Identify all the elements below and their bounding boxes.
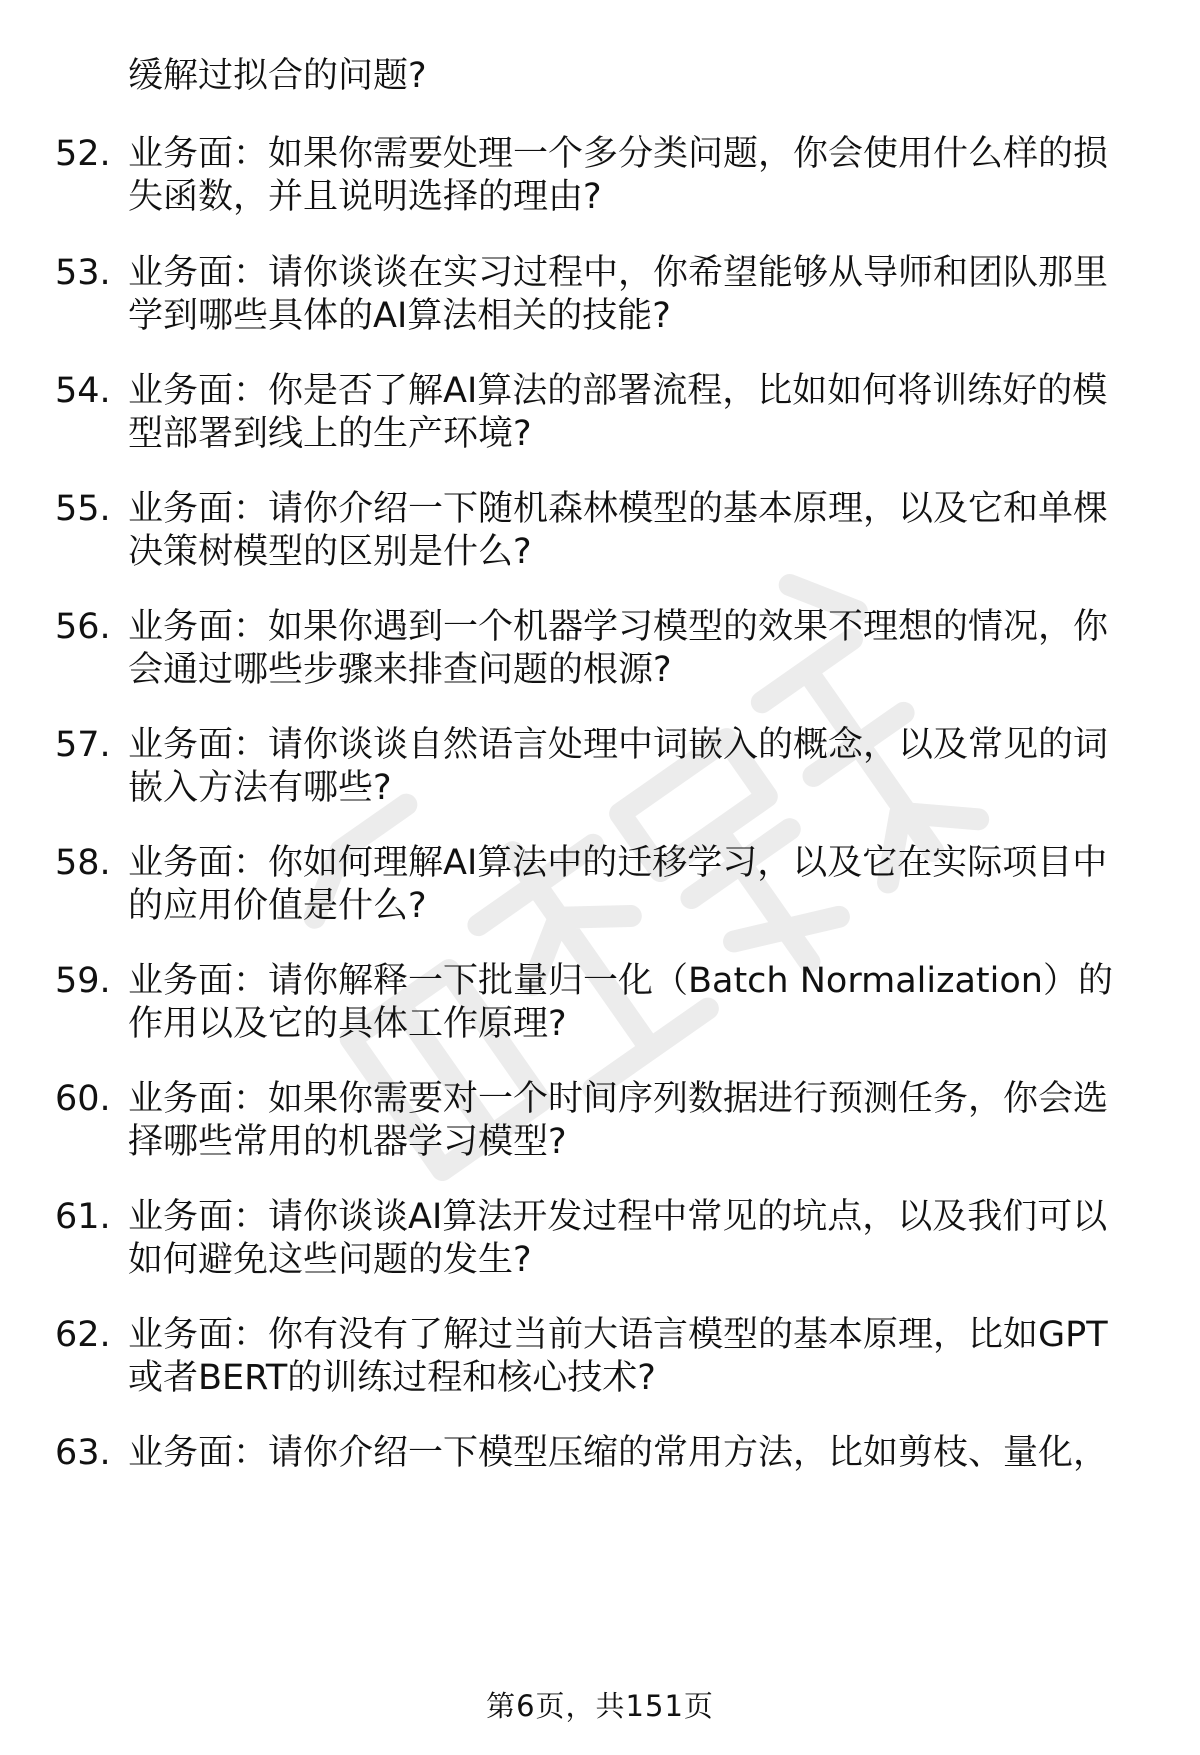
- item-text-line2: 嵌入方法有哪些?: [128, 768, 392, 808]
- item-text-line1: 业务面：如果你需要对一个时间序列数据进行预测任务，你会选: [128, 1079, 1109, 1119]
- item-text-line1: 业务面：请你介绍一下模型压缩的常用方法，比如剪枝、量化，: [128, 1433, 1109, 1473]
- item-number: 62.: [55, 1315, 111, 1355]
- item-number: 63.: [55, 1433, 111, 1473]
- item-text-line2: 会通过哪些步骤来排查问题的根源?: [128, 650, 672, 690]
- item-text-line1: 业务面：请你介绍一下随机森林模型的基本原理，以及它和单棵: [128, 489, 1109, 529]
- item-text-line1: 业务面：你有没有了解过当前大语言模型的基本原理，比如GPT: [128, 1315, 1108, 1355]
- item-number: 53.: [55, 253, 111, 293]
- item-text-line2: 学到哪些具体的AI算法相关的技能?: [128, 296, 671, 336]
- item-number: 58.: [55, 843, 111, 883]
- item-text-line2: 型部署到线上的生产环境?: [128, 414, 532, 454]
- intro-continuation-line: 缓解过拟合的问题?: [128, 56, 427, 96]
- item-text-line1: 业务面：如果你需要处理一个多分类问题，你会使用什么样的损: [128, 134, 1109, 174]
- item-text-line2: 作用以及它的具体工作原理?: [128, 1004, 567, 1044]
- item-text-line2: 如何避免这些问题的发生?: [128, 1240, 532, 1280]
- item-number: 59.: [55, 961, 111, 1001]
- item-text-line2: 的应用价值是什么?: [128, 886, 427, 926]
- item-text-line1: 业务面：请你谈谈AI算法开发过程中常见的坑点，以及我们可以: [128, 1197, 1108, 1237]
- item-text-line1: 业务面：你如何理解AI算法中的迁移学习，以及它在实际项目中: [128, 843, 1108, 883]
- item-number: 57.: [55, 725, 111, 765]
- item-text-line1: 业务面：请你谈谈在实习过程中，你希望能够从导师和团队那里: [128, 253, 1109, 293]
- item-text-line2: 失函数，并且说明选择的理由?: [128, 177, 602, 217]
- item-number: 60.: [55, 1079, 111, 1119]
- item-number: 61.: [55, 1197, 111, 1237]
- item-text-line2: 决策树模型的区别是什么?: [128, 532, 532, 572]
- item-text-line2: 或者BERT的训练过程和核心技术?: [128, 1358, 656, 1398]
- item-number: 54.: [55, 371, 111, 411]
- item-number: 55.: [55, 489, 111, 529]
- item-text-line1: 业务面：请你解释一下批量归一化（Batch Normalization）的: [128, 961, 1113, 1001]
- item-number: 56.: [55, 607, 111, 647]
- item-text-line1: 业务面：如果你遇到一个机器学习模型的效果不理想的情况，你: [128, 607, 1109, 647]
- page-footer: 第6页，共151页: [486, 1689, 714, 1723]
- item-text-line1: 业务面：请你谈谈自然语言处理中词嵌入的概念，以及常见的词: [128, 725, 1109, 765]
- item-text-line2: 择哪些常用的机器学习模型?: [128, 1122, 567, 1162]
- item-text-line1: 业务面：你是否了解AI算法的部署流程，比如如何将训练好的模: [128, 371, 1108, 411]
- item-number: 52.: [55, 134, 111, 174]
